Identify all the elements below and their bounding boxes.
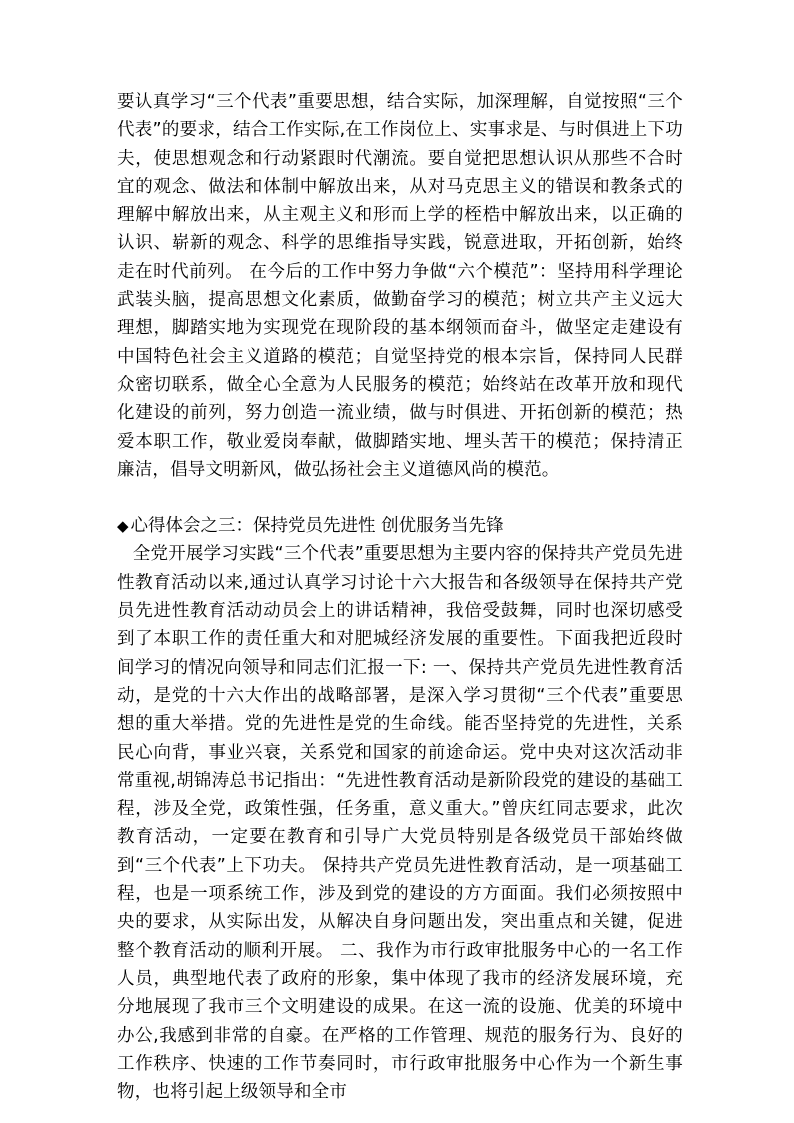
document-page [117,88,683,1106]
section-heading-text: 心得体会之三：保持党员先进性 创优服务当先锋 [130,516,504,537]
section-heading [117,512,683,540]
body-paragraph-1: 要认真学习“三个代表”重要思想，结合实际，加深理解，自觉按照“三个代表”的要求，结合工作实际,在工作岗位上、实事求是、与时俱进上下功夫，使思想观念和行动紧跟时代潮流。要自觉把思想认识从那些不合时宜的观念、做法和体制中解放出来，从对马克思主义的错误和教条式的理解中解放出来，从主观主义和形而上学的桎梏中解放出来，以正确的认识、崭新的观念、科学的思维指导实践，锐意进取，开拓创新，始终走在时代前列。 在今后的工作中努力争做“六个模范”：坚持用科学理论武装头脑，提高思想文化素质，做勤奋学习的模范；树立共产主义远大理想，脚踏实地为实现党在现阶段的基本纲领而奋斗，做坚定走建设有中国特色社会主义道路的模范；自觉坚持党的根本宗旨，保持同人民群众密切联系，做全心全意为人民服务的模范；始终站在改革开放和现代化建设的前列，努力创造一流业绩，做与时俱进、开拓创新的模范；热爱本职工作，敬业爱岗奉献，做脚踏实地、埋头苦干的模范；保持清正廉洁，倡导文明新风，做弘扬社会主义道德风尚的模范。 [117,92,683,480]
diamond-bullet-icon: ◆ [117,517,129,536]
paragraph-spacer [117,484,683,512]
body-paragraph-2: 全党开展学习实践“三个代表”重要思想为主要内容的保持共产党员先进性教育活动以来,通过认真学习讨论十六大报告和各级领导在保持共产党员先进性教育活动动员会上的讲话精神，我倍受鼓舞，同时也深切感受到了本职工作的责任重大和对肥城经济发展的重要性。下面我把近段时间学习的情况向领导和同志们汇报一下: 一、保持共产党员先进性教育活动，是党的十六大作出的战略部署，是深入学习贯彻“三个代表”重要思想的重大举措。党的先进性是党的生命线。能否坚持党的先进性，关系民心向背，事业兴衰，关系党和国家的前途命运。党中央对这次活动非常重视,胡锦涛总书记指出：“先进性教育活动是新阶段党的建设的基础工程，涉及全党，政策性强，任务重，意义重大。”曾庆红同志要求，此次教育活动，一定要在教育和引导广大党员特别是各级党员干部始终做到“三个代表”上下功夫。 保持共产党员先进性教育活动，是一项基础工程，也是一项系统工作，涉及到党的建设的方方面面。我们必须按照中央的要求，从实际出发，从解决自身问题出发，突出重点和关键，促进整个教育活动的顺利开展。 二、我作为市行政审批服务中心的一名工作人员，典型地代表了政府的形象，集中体现了我市的经济发展环境，充分地展现了我市三个文明建设的成果。在这一流的设施、优美的环境中办公,我感到非常的自豪。在严格的工作管理、规范的服务行为、良好的工作秩序、快速的工作节奏同时，市行政审批服务中心作为一个新生事物，也将引起上级领导和全市 [117,544,683,1103]
